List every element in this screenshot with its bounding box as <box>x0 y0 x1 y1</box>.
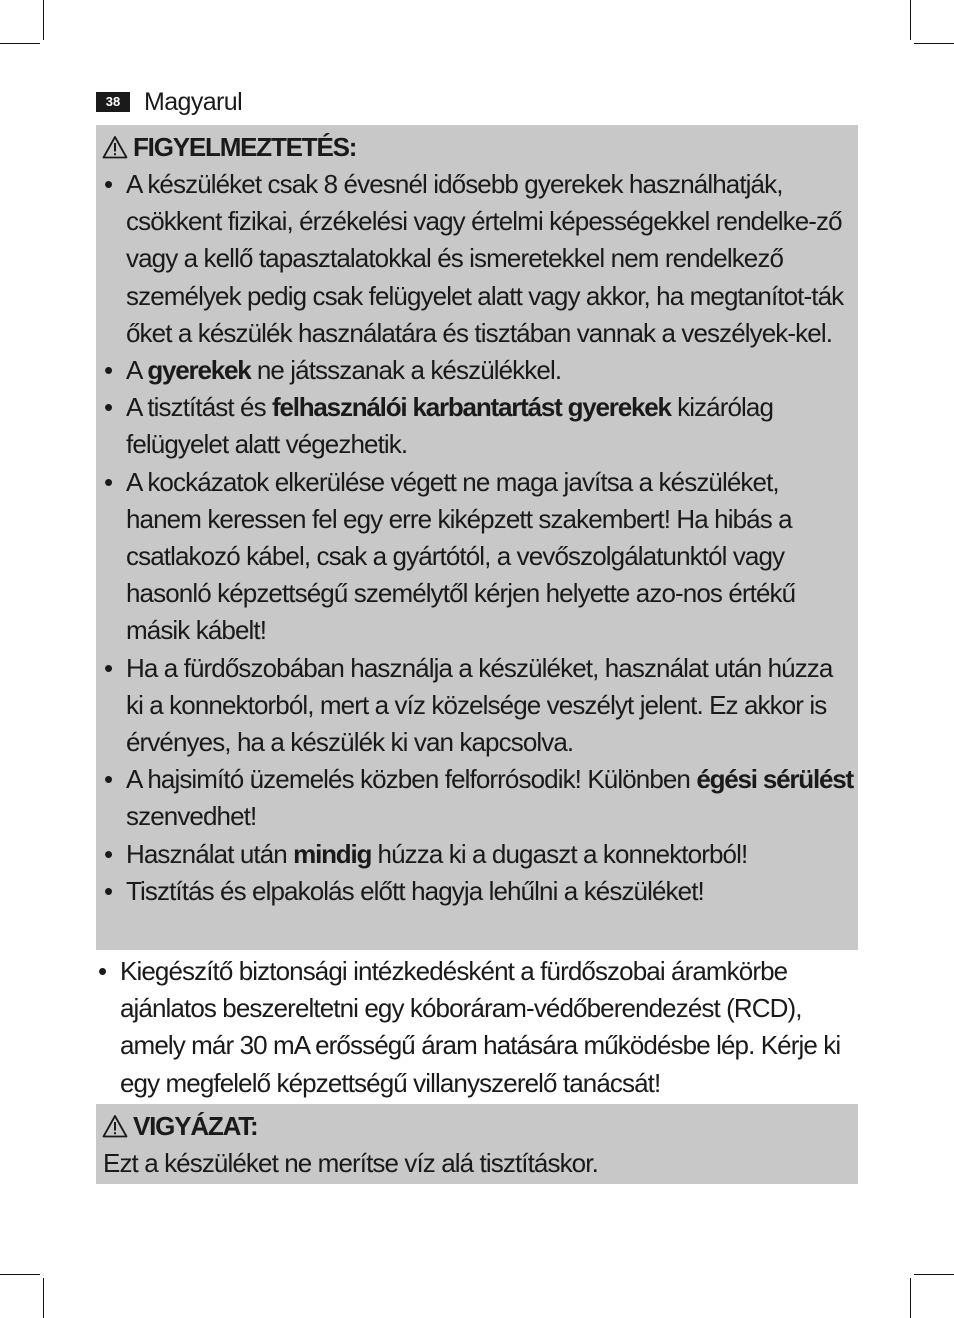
extra-safety-list <box>98 953 854 1102</box>
crop-mark <box>43 1278 44 1318</box>
crop-mark <box>0 43 40 44</box>
list-item: • Tisztítás és elpakolás előtt hagyja lehűlni a készüléket! <box>104 873 854 910</box>
list-item: • A kockázatok elkerülése végett ne maga javítsa a készüléket, hanem keressen fel egy erre kiképzett szakembert! Ha hibás a csatlakozó kábel, csak a gyártótól, a vevőszolgálatunktól vagy hasonló képzettségű személytől kérjen helyette azo-nos értékű másik kábelt! <box>104 464 854 650</box>
list-item: • A gyerekek ne játsszanak a készülékkel. <box>104 352 854 389</box>
page-number: 38 <box>96 92 130 112</box>
caution-title-text: VIGYÁZAT: <box>133 1110 258 1141</box>
list-item: • Ha a fürdőszobában használja a készüléket, használat után húzza ki a konnektorból, mert a víz közelsége veszélyt jelent. Ez akkor is érvényes, ha a készülék ki van kapcsolva. <box>104 650 854 762</box>
crop-mark <box>914 43 954 44</box>
crop-mark <box>910 0 911 40</box>
caution-title <box>102 1111 258 1141</box>
caution-text: Ezt a készüléket ne merítse víz alá tisztításkor. <box>103 1148 598 1178</box>
list-item: • Kiegészítő biztonsági intézkedésként a fürdőszobai áramkörbe ajánlatos beszereltetni egy kóboráram-védőberendezést (RCD), amely már 30 mA erősségű áram hatására működésbe lép. Kérje ki egy megfelelő képzettségű villanyszerelő tanácsát! <box>98 953 854 1102</box>
list-item: • Használat után mindig húzza ki a dugaszt a konnektorból! <box>104 836 854 873</box>
caution-triangle-icon <box>102 1114 128 1138</box>
list-item: • A hajsimító üzemelés közben felforrósodik! Különben égési sérülést szenvedhet! <box>104 761 854 835</box>
crop-mark <box>0 1274 40 1275</box>
warning-triangle-icon <box>102 135 128 159</box>
list-item: • A tisztítást és felhasználói karbantartást gyerekek kizárólag felügyelet alatt végezhetik. <box>104 389 854 463</box>
warning-title <box>102 132 356 162</box>
crop-mark <box>914 1274 954 1275</box>
language-label: Magyarul <box>144 87 243 116</box>
warning-title-text: FIGYELMEZTETÉS: <box>133 131 357 162</box>
list-item: • A készüléket csak 8 évesnél idősebb gyerekek használhatják, csökkent fizikai, érzékelési vagy értelmi képességekkel rendelke-ző vagy a kellő tapasztalatokkal és ismeretekkel nem rendelkező személyek pedig csak felügyelet alatt vagy akkor, ha megtanítot-ták őket a készülék használatára és tisztában vannak a veszélyek-kel. <box>104 166 854 352</box>
page-header <box>96 88 242 116</box>
crop-mark <box>43 0 44 40</box>
crop-mark <box>910 1278 911 1318</box>
warning-list <box>104 166 854 910</box>
